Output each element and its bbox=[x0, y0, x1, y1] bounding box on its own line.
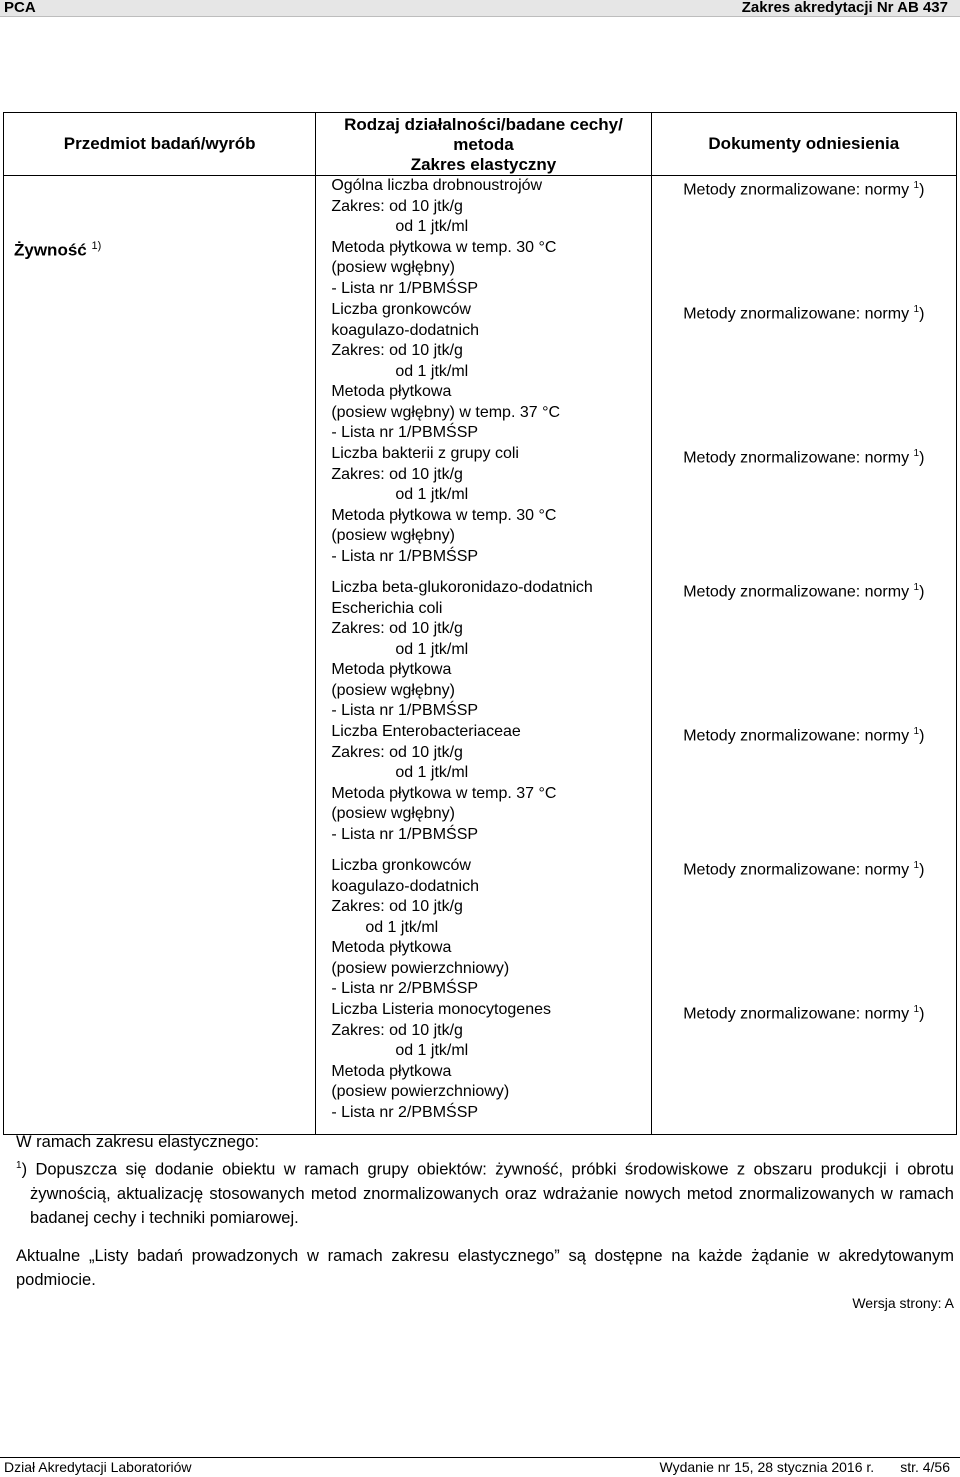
reference-text: Metody znormalizowane: normy bbox=[683, 1005, 910, 1023]
reference-footnote-mark: 1 bbox=[913, 582, 920, 593]
method-line: - Lista nr 1/PBMŚSP bbox=[331, 547, 479, 565]
reference-paren: ) bbox=[919, 449, 925, 467]
method-entry bbox=[316, 176, 650, 300]
product-cell bbox=[4, 176, 316, 1135]
method-line: Metoda płytkowa bbox=[331, 1062, 452, 1080]
method-line: Liczba Enterobacteriaceae bbox=[331, 723, 521, 740]
method-line: (posiew wgłębny) bbox=[331, 259, 455, 276]
method-line: Zakres: od 10 jtk/g bbox=[331, 620, 463, 637]
col-header-activity-line: Rodzaj działalności/badane cechy/ bbox=[344, 115, 623, 134]
col-header-activity bbox=[316, 113, 651, 176]
method-entry bbox=[316, 578, 650, 722]
reference-text: Metody znormalizowane: normy bbox=[683, 181, 910, 199]
reference-footnote-mark: 1 bbox=[913, 180, 920, 191]
footer-department: Dział Akredytacji Laboratoriów bbox=[4, 1459, 192, 1475]
method-line: Metoda płytkowa w temp. 30 °C bbox=[331, 238, 557, 256]
method-line: od 1 jtk/ml bbox=[395, 486, 469, 503]
product-name: Żywność bbox=[14, 240, 87, 260]
footnote-mark: 1 bbox=[16, 1160, 22, 1171]
footer-edition: Wydanie nr 15, 28 stycznia 2016 r. bbox=[659, 1459, 875, 1475]
method-line: (posiew powierzchniowy) bbox=[331, 959, 510, 977]
notes-title: W ramach zakresu elastycznego: bbox=[16, 1133, 260, 1151]
reference-text: Metody znormalizowane: normy bbox=[683, 583, 910, 601]
method-line: od 1 jtk/ml bbox=[395, 764, 469, 781]
method-line: Metoda płytkowa w temp. 30 °C bbox=[331, 506, 557, 524]
reference-text: Metody znormalizowane: normy bbox=[683, 449, 910, 467]
method-line: - Lista nr 1/PBMŚSP bbox=[331, 424, 479, 441]
page-header bbox=[0, 0, 960, 17]
method-line: - Lista nr 2/PBMŚSP bbox=[331, 1103, 479, 1121]
method-line: od 1 jtk/ml bbox=[395, 218, 469, 235]
reference-footnote-mark: 1 bbox=[913, 448, 920, 459]
method-line: (posiew powierzchniowy) bbox=[331, 1083, 510, 1100]
method-line: Liczba bakterii z grupy coli bbox=[331, 445, 519, 462]
method-line: (posiew wgłębny) bbox=[331, 681, 455, 699]
reference-footnote-mark: 1 bbox=[913, 1004, 920, 1015]
method-line: - Lista nr 2/PBMŚSP bbox=[331, 980, 479, 997]
reference-footnote-mark: 1 bbox=[913, 304, 920, 315]
method-line: koagulazo-dodatnich bbox=[331, 877, 479, 895]
method-line: Zakres: od 10 jtk/g bbox=[331, 342, 463, 359]
activity-cell bbox=[316, 176, 651, 1135]
product-footnote-mark: 1) bbox=[91, 240, 102, 252]
method-line: od 1 jtk/ml bbox=[365, 918, 439, 936]
header-logo-text: PCA bbox=[4, 0, 36, 16]
reference-paren: ) bbox=[919, 305, 925, 323]
col-header-documents: Dokumenty odniesienia bbox=[651, 113, 956, 176]
method-line: Liczba Listeria monocytogenes bbox=[331, 1001, 551, 1018]
method-entry bbox=[316, 1000, 650, 1134]
method-line: Escherichia coli bbox=[331, 599, 443, 617]
reference-paren: ) bbox=[919, 583, 925, 601]
reference-text: Metody znormalizowane: normy bbox=[683, 305, 910, 323]
reference-entry bbox=[652, 578, 956, 722]
method-line: Zakres: od 10 jtk/g bbox=[331, 743, 463, 761]
method-line: koagulazo-dodatnich bbox=[331, 321, 479, 339]
method-line: (posiew wgłębny) bbox=[331, 805, 455, 822]
reference-paren: ) bbox=[919, 727, 925, 745]
reference-paren: ) bbox=[919, 861, 925, 879]
reference-footnote-mark: 1 bbox=[913, 860, 920, 871]
header-scope-number: Zakres akredytacji Nr AB 437 bbox=[741, 0, 948, 16]
reference-entry bbox=[652, 444, 956, 578]
method-line: (posiew wgłębny) bbox=[331, 527, 455, 544]
reference-footnote-mark: 1 bbox=[913, 726, 920, 737]
method-line: Zakres: od 10 jtk/g bbox=[331, 898, 463, 915]
method-line: - Lista nr 1/PBMŚSP bbox=[331, 279, 479, 297]
method-line: Metoda płytkowa w temp. 37 °C bbox=[331, 784, 557, 802]
method-line: - Lista nr 1/PBMŚSP bbox=[331, 825, 479, 843]
method-entry bbox=[316, 444, 650, 578]
reference-text: Metody znormalizowane: normy bbox=[683, 861, 910, 879]
method-entry bbox=[316, 856, 650, 1000]
method-line: Metoda płytkowa bbox=[331, 383, 452, 400]
method-line: Zakres: od 10 jtk/g bbox=[331, 465, 463, 483]
method-line: Liczba gronkowców bbox=[331, 301, 471, 318]
method-line: Metoda płytkowa bbox=[331, 939, 452, 956]
current-lists-note: Aktualne „Listy badań prowadzonych w ramach zakresu elastycznego” są dostępne na każde żądanie w akredytowanym podmiocie. bbox=[16, 1246, 954, 1289]
method-line: od 1 jtk/ml bbox=[395, 362, 469, 380]
reference-text: Metody znormalizowane: normy bbox=[683, 727, 910, 745]
accreditation-table bbox=[3, 112, 957, 1135]
col-header-subject: Przedmiot badań/wyrób bbox=[4, 113, 316, 176]
col-header-activity-line: Zakres elastyczny bbox=[410, 155, 557, 174]
method-line: - Lista nr 1/PBMŚSP bbox=[331, 702, 479, 719]
col-header-activity-line: metoda bbox=[453, 135, 514, 154]
reference-entry bbox=[652, 1000, 956, 1134]
reference-entry bbox=[652, 722, 956, 856]
reference-paren: ) bbox=[919, 1005, 925, 1023]
footnote-text: ) Dopuszcza się dodanie obiektu w ramach grupy obiektów: żywność, próbki środowiskowe z obszaru produkcji i obrotu żywnością, aktualizację stosowanych metod znormalizowanych oraz wdrażanie nowych metod znormalizowanych w ramach badanej cechy i techniki pomiarowej. bbox=[21, 1160, 954, 1227]
method-line: Metoda płytkowa bbox=[331, 661, 452, 678]
method-line: Zakres: od 10 jtk/g bbox=[331, 1021, 463, 1039]
method-line: Liczba gronkowców bbox=[331, 857, 471, 874]
method-line: od 1 jtk/ml bbox=[395, 640, 469, 658]
footer-page-number: str. 4/56 bbox=[900, 1459, 950, 1475]
reference-entry bbox=[652, 856, 956, 1000]
page-version: Wersja strony: A bbox=[852, 1295, 954, 1311]
method-line: od 1 jtk/ml bbox=[395, 1042, 469, 1059]
reference-entry bbox=[652, 176, 956, 300]
page-footer bbox=[0, 1457, 960, 1477]
method-entry bbox=[316, 300, 650, 444]
footnote bbox=[16, 1154, 954, 1230]
method-line: (posiew wgłębny) w temp. 37 °C bbox=[331, 403, 561, 421]
method-line: Zakres: od 10 jtk/g bbox=[331, 197, 463, 215]
notes-section bbox=[16, 1130, 954, 1292]
documents-cell bbox=[651, 176, 956, 1135]
footer-right bbox=[660, 1458, 950, 1477]
reference-paren: ) bbox=[919, 181, 925, 199]
method-line: Ogólna liczba drobnoustrojów bbox=[331, 177, 543, 194]
reference-entry bbox=[652, 300, 956, 444]
method-entry bbox=[316, 722, 650, 856]
method-line: Liczba beta-glukoronidazo-dodatnich bbox=[331, 579, 593, 596]
